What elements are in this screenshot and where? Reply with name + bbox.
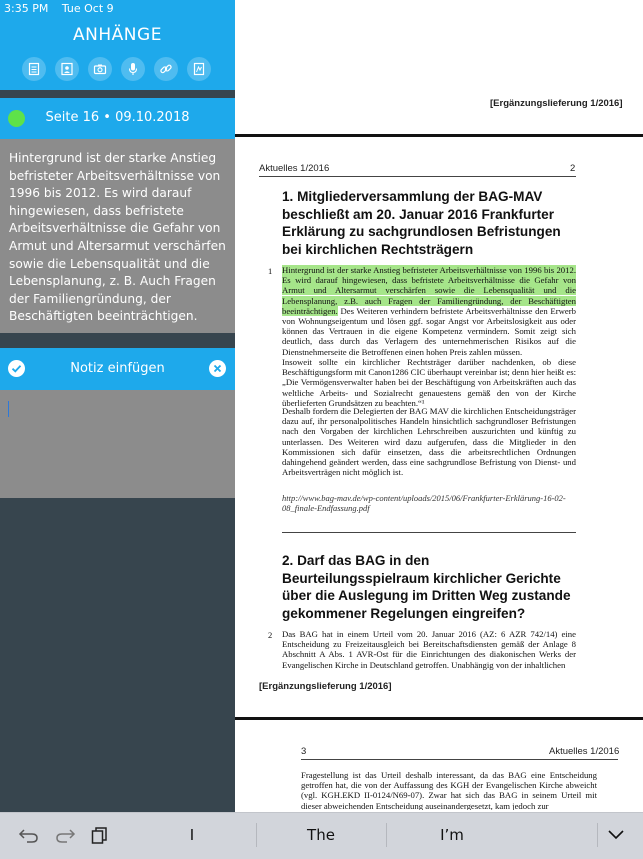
- footnote-link[interactable]: http://www.bag-mav.de/wp-content/uploads/2015/06/Frankfurter-Erklärung-16-02-08_finale-Endfassung.pdf: [282, 493, 566, 514]
- suggestion-divider: [597, 823, 598, 847]
- paste-button[interactable]: [90, 825, 110, 845]
- page-date-label: Seite 16 • 09.10.2018: [45, 110, 190, 125]
- pdf-icon: [192, 62, 206, 76]
- section-heading-2: 2. Darf das BAG in den Beurteilungsspielraum kirchlicher Gerichte über die Auslegung im Dritten Weg zustande gekommener Regelungen eingreifen?: [282, 553, 571, 621]
- suggestion-3[interactable]: I’m: [440, 826, 464, 844]
- page-running-head-left: Aktuelles 1/2016: [259, 163, 330, 174]
- status-date: Tue Oct 9: [61, 2, 114, 15]
- camera-button[interactable]: [88, 57, 112, 81]
- margin-number-1: 1: [268, 266, 273, 276]
- section-rule: [282, 532, 576, 533]
- microphone-icon: [126, 62, 140, 76]
- pdf-button[interactable]: [187, 57, 211, 81]
- panel-title: ANHÄNGE: [73, 25, 162, 45]
- page-number: 3: [301, 746, 307, 757]
- close-note-button[interactable]: [209, 360, 226, 377]
- dismiss-keyboard-button[interactable]: [606, 826, 626, 844]
- status-bar: [4, 2, 124, 15]
- page-footer: [Ergänzungslieferung 1/2016]: [259, 681, 392, 692]
- highlight-excerpt-text: Hintergrund ist der starke Anstieg befristeter Arbeitsverhältnisse von 1996 bis 2012. Es wird darauf hingewiesen, dass befristete Arbeitsverhältnisse die Gefahr von Armut und Altersarmut verschärfen sowie die Lebensqualität und die Lebensplanung, z. B. Auch Fragen der Familiengründung, der Beschäftigten beeinträchtigen.: [9, 151, 226, 324]
- suggestion-1[interactable]: I: [189, 826, 195, 844]
- page-border: [235, 717, 643, 720]
- suggestion-2[interactable]: The: [307, 826, 335, 844]
- suggestion-divider: [386, 823, 387, 847]
- status-time: 3:35 PM: [4, 2, 49, 15]
- undo-icon: [18, 825, 40, 845]
- suggestion-divider: [256, 823, 257, 847]
- redo-icon: [54, 825, 76, 845]
- chevron-down-icon: [606, 826, 626, 844]
- contact-card-button[interactable]: [55, 57, 79, 81]
- section-heading-1: 1. Mitgliederversammlung der BAG-MAV beschließt am 20. Januar 2016 Frankfurter Erklärung zu sachgrundlosen Befristungen bei kirchlichen Rechtsträgern: [282, 189, 561, 257]
- highlighted-text[interactable]: Hintergrund ist der starke Anstieg befristeter Arbeitsverhältnisse von 1996 bis 2012. Es wird darauf hingewiesen, dass befristete Arbeitsverhältnisse die Gefahr von Armut und Altersarmut verschärfen sowie die Lebensqualität und die Lebensplanung, z.B. auch Fragen der Familiengründung, der Beschäftigten beeinträchtigen.: [282, 265, 576, 316]
- paragraph-1b: Insoweit sollte ein kirchlicher Rechtsträger darüber nachdenken, ob diese Beschäftigungsform mit Canon1286 CIC überhaupt vereinbar ist; denn hier heißt es: „Die Vermögensverwalter haben bei der Beschäftigung von Arbeitskräften auch das weltliche Arbeits- und Sozialrecht genauestens gemäß den von der Kirche überlieferten Grundsätzen zu beachten.“¹: [282, 357, 576, 408]
- margin-number-2: 2: [268, 630, 273, 640]
- close-icon: [209, 360, 226, 377]
- panel-divider: [0, 333, 235, 348]
- paragraph-1-rest: Des Weiteren verhindern befristete Arbeitsverhältnisse den Erwerb von Wohnungseigentum und lösen ggf. sogar Angst vor Arbeitslosigkeit aus oder können das Vertrauen in die eigene Kompetenz vermindern. Somit zeigt sich deutlich, dass durch das Verlagern des unternehmerischen Risikos auf die Dienstnehmerseite die Betroffenen einen hohen Preis zahlen müssen.: [282, 305, 576, 357]
- paragraph-1: [282, 265, 576, 357]
- panel-divider: [0, 90, 235, 98]
- header-rule: [301, 759, 618, 760]
- page-number: 2: [570, 163, 576, 174]
- link-button[interactable]: [154, 57, 178, 81]
- microphone-button[interactable]: [121, 57, 145, 81]
- paragraph-2: Das BAG hat in einem Urteil vom 20. Januar 2016 (AZ: 6 AZR 742/14) eine Entscheidung zu Freizeitausgleich bei Bereitschaftsdiensten gemäß der Anlage 8 Abschnitt A Abs. 1 AVR-Ost für die Einrichtungen des diakonischen Werks der Evangelischen Kirche in Deutschland getroffen. Unabhängig von der inhaltlichen: [282, 629, 576, 670]
- note-title: Notiz einfügen: [70, 361, 165, 376]
- page-border: [235, 134, 643, 137]
- contact-card-icon: [60, 62, 74, 76]
- document-icon: [27, 62, 41, 76]
- copy-icon: [90, 825, 110, 845]
- note-input[interactable]: [0, 390, 235, 498]
- page-running-head-right: Aktuelles 1/2016: [549, 746, 620, 757]
- camera-icon: [93, 62, 107, 76]
- paragraph-3: Fragestellung ist das Urteil deshalb interessant, da das BAG eine Entscheidung getroffen hat, die von der Auffassung des KGH der Evangelischen Kirche abweicht (vgl. KGH.EKD II-0124/N69-07). Zwar hat sich das BAG in seinem Urteil mit dieser abweichenden Entscheidung auseinandergesetzt, kam jedoch zur: [301, 770, 597, 810]
- page-top-header: [Ergänzungslieferung 1/2016]: [490, 98, 623, 109]
- redo-button[interactable]: [54, 825, 76, 845]
- header-rule: [259, 176, 576, 177]
- link-icon: [159, 62, 173, 76]
- text-caret: [8, 401, 9, 417]
- document-button[interactable]: [22, 57, 46, 81]
- paragraph-1c: Deshalb fordern die Delegierten der BAG MAV die kirchlichen Entscheidungsträger dazu auf, ihr personalpolitisches Handeln hinsichtlich sachgrundloser Befristungen nach den Vorgaben der kirchlichen Lehrschreiben auszurichten und künftig zu unterlassen. Des Weiteren wird dazu aufgerufen, dass die Mitglieder in den Kommissionen sich dafür einsetzen, dass die arbeitsrechtlichen Ordnungen dahingehend geändert werden, dass eine sachgrundlose Befristung von Dienst- und Arbeitsverträgen nicht möglich ist.: [282, 406, 576, 478]
- undo-button[interactable]: [18, 825, 40, 845]
